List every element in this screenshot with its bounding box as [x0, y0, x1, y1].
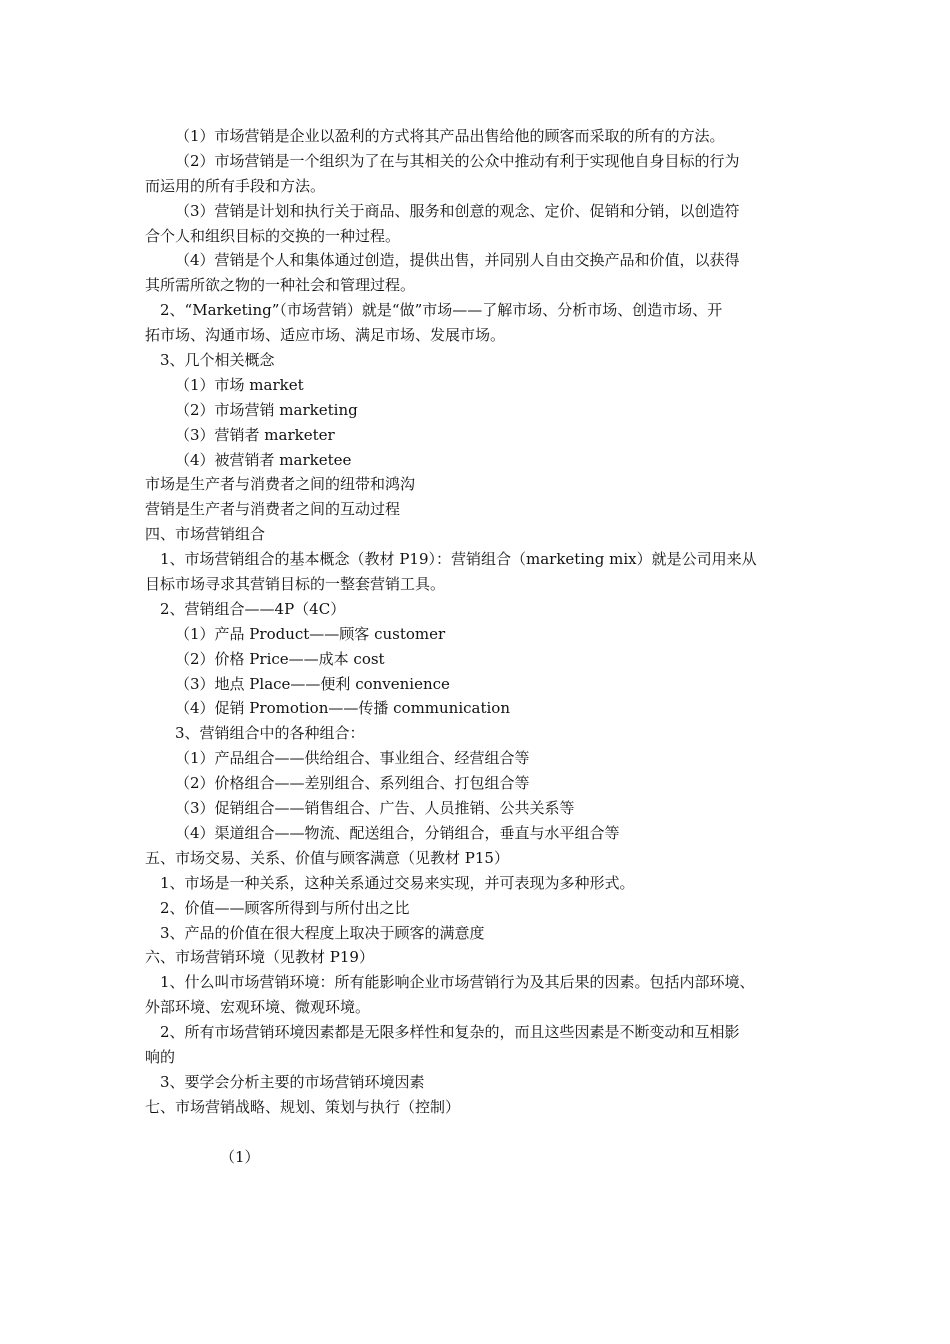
list-item: 3、产品的价值在很大程度上取决于顾客的满意度	[160, 923, 485, 942]
paragraph-line: 拓市场、沟通市场、适应市场、满足市场、发展市场。	[145, 326, 506, 345]
paragraph-line: 营销是生产者与消费者之间的互动过程	[145, 500, 401, 519]
section-subheading: 3、营销组合中的各种组合：	[175, 724, 365, 743]
paragraph-line: 而运用的所有手段和方法。	[145, 176, 326, 195]
list-item: （4）渠道组合——物流、配送组合，分销组合，垂直与水平组合等	[175, 823, 620, 842]
list-item: （2）价格 Price——成本 cost	[175, 649, 385, 668]
section-heading: 六、市场营销环境（见教材 P19）	[145, 948, 374, 967]
list-item: （4）促销 Promotion——传播 communication	[175, 699, 511, 718]
list-item: 1、市场是一种关系，这种关系通过交易来实现，并可表现为多种形式。	[160, 873, 635, 892]
list-item: （3）营销者 marketer	[175, 425, 335, 444]
paragraph-line: 2、所有市场营销环境因素都是无限多样性和复杂的，而且这些因素是不断变动和互相影	[160, 1023, 740, 1042]
list-item: （3）促销组合——销售组合、广告、人员推销、公共关系等	[175, 799, 575, 818]
list-item: （1）产品 Product——顾客 customer	[175, 624, 446, 643]
list-item: （1）产品组合——供给组合、事业组合、经营组合等	[175, 749, 530, 768]
paragraph-line: 其所需所欲之物的一种社会和管理过程。	[145, 276, 416, 295]
section-subheading: 3、几个相关概念	[160, 351, 275, 370]
paragraph-line: （3）营销是计划和执行关于商品、服务和创意的观念、定价、促销和分销，以创造符	[175, 201, 740, 220]
section-subheading: 2、营销组合——4P（4C）	[160, 599, 346, 618]
list-item: （2）价格组合——差别组合、系列组合、打包组合等	[175, 774, 530, 793]
paragraph-line: 合个人和组织目标的交换的一种过程。	[145, 226, 401, 245]
list-item: 3、要学会分析主要的市场营销环境因素	[160, 1072, 425, 1091]
section-heading: 五、市场交易、关系、价值与顾客满意（见教材 P15）	[145, 848, 509, 867]
paragraph-line: 1、什么叫市场营销环境：所有能影响企业市场营销行为及其后果的因素。包括内部环境、	[160, 973, 755, 992]
paragraph-line: 响的	[145, 1047, 176, 1066]
section-heading: 七、市场营销战略、规划、策划与执行（控制）	[145, 1097, 461, 1116]
paragraph-line: （1）市场营销是企业以盈利的方式将其产品出售给他的顾客而采取的所有的方法。	[175, 127, 725, 145]
paragraph-line: （4）营销是个人和集体通过创造，提供出售，并同别人自由交换产品和价值，以获得	[175, 251, 740, 270]
list-item: （3）地点 Place——便利 convenience	[175, 674, 450, 693]
list-item: （4）被营销者 marketee	[175, 450, 352, 469]
paragraph-line: 1、市场营销组合的基本概念（教材 P19）：营销组合（marketing mix）就是公司用来从	[160, 550, 757, 569]
paragraph-line: 外部环境、宏观环境、微观环境。	[145, 998, 371, 1017]
document-body	[145, 124, 825, 1169]
list-item: （1）市场 market	[175, 375, 304, 394]
paragraph-line: 目标市场寻求其营销目标的一整套营销工具。	[145, 575, 446, 594]
list-item: （2）市场营销 marketing	[175, 400, 358, 419]
blank-line	[145, 1120, 825, 1145]
section-heading: 四、市场营销组合	[145, 525, 266, 544]
list-item: （1）	[220, 1147, 260, 1166]
paragraph-line: 市场是生产者与消费者之间的纽带和鸿沟	[145, 475, 416, 494]
paragraph-line: 2、“Marketing”（市场营销）就是“做”市场——了解市场、分析市场、创造市场、开	[160, 301, 723, 320]
list-item: 2、价值——顾客所得到与所付出之比	[160, 898, 410, 917]
paragraph-line: （2）市场营销是一个组织为了在与其相关的公众中推动有利于实现他自身目标的行为	[175, 151, 740, 170]
